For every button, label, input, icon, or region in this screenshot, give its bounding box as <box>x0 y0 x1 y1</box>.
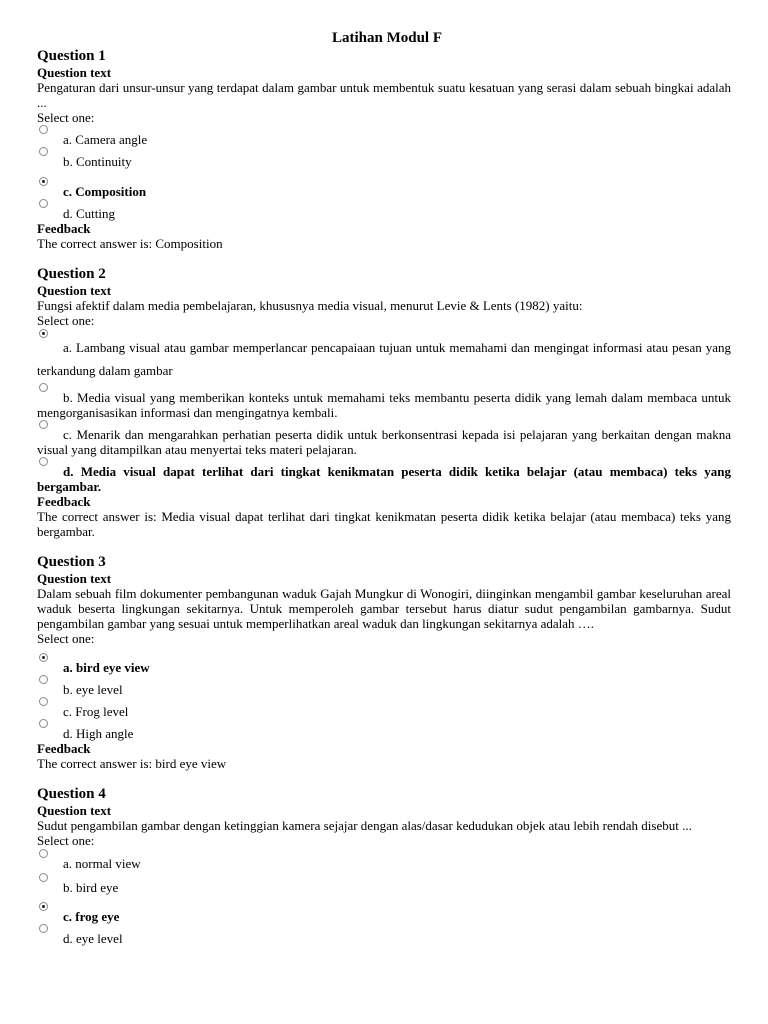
document <box>37 28 731 946</box>
answer-option-b[interactable] <box>37 880 731 895</box>
radio-button-icon[interactable] <box>39 719 48 728</box>
radio-button-icon[interactable] <box>39 125 48 134</box>
question-heading: Question 4 <box>37 786 106 802</box>
question-heading: Question 1 <box>37 48 106 64</box>
radio-button-icon[interactable] <box>39 383 48 392</box>
radio-button-icon[interactable] <box>39 873 48 882</box>
select-one-label: Select one: <box>37 110 95 125</box>
document-title: Latihan Modul F <box>331 30 443 46</box>
option-label: d. Cutting <box>63 206 116 221</box>
radio-button-icon[interactable] <box>39 199 48 208</box>
radio-button-icon[interactable] <box>39 147 48 156</box>
answer-option-d[interactable] <box>37 931 731 946</box>
question-3 <box>37 554 731 771</box>
feedback-label: Feedback <box>37 221 91 236</box>
feedback-label: Feedback <box>37 741 91 756</box>
option-label: a. Lambang visual atau gambar memperlancar pencapaiaan tujuan untuk memahami dan mengingat informasi atau pesan yang terkandung dalam gambar <box>37 340 731 378</box>
question-heading: Question 2 <box>37 266 106 282</box>
answer-options <box>37 132 731 221</box>
option-label: b. Media visual yang memberikan konteks untuk memahami teks membantu peserta didik yang lemah dalam membaca untuk mengorganisasikan informasi dan mengingatnya kembali. <box>37 390 731 420</box>
question-text: Dalam sebuah film dokumenter pembangunan waduk Gajah Mungkur di Wonogiri, diinginkan mengambil gambar keseluruhan areal waduk beserta lingkungan sekitarnya. Untuk memperoleh gambar tersebut harus diatur sudut pengambilan gambarnya. Sudut pengambilan gambar yang sesuai untuk memperlihatkan areal waduk dan lingkungan sekitarnya adalah …. <box>37 586 731 631</box>
answer-option-b[interactable] <box>37 682 731 697</box>
question-2 <box>37 266 731 539</box>
option-label: a. bird eye view <box>63 660 150 675</box>
answer-options <box>37 336 731 494</box>
select-one-label: Select one: <box>37 313 95 328</box>
radio-button-icon[interactable] <box>39 457 48 466</box>
option-label: b. Continuity <box>63 154 132 169</box>
option-label: b. eye level <box>63 682 123 697</box>
radio-button-icon[interactable] <box>39 697 48 706</box>
answer-option-c[interactable] <box>37 909 731 924</box>
answer-option-b[interactable] <box>37 154 731 169</box>
radio-button-icon[interactable] <box>39 420 48 429</box>
option-label: d. eye level <box>63 931 123 946</box>
radio-button-icon[interactable] <box>39 902 48 911</box>
answer-option-b[interactable] <box>37 390 731 420</box>
option-label: c. Frog level <box>63 704 129 719</box>
answer-option-a[interactable] <box>37 336 731 382</box>
feedback-text: The correct answer is: Media visual dapat terlihat dari tingkat kenikmatan peserta didik ketika belajar (atau membaca) teks yang bergambar. <box>37 509 731 539</box>
question-text-label: Question text <box>37 571 112 586</box>
option-label: d. Media visual dapat terlihat dari tingkat kenikmatan peserta didik ketika belajar (atau membaca) teks yang bergambar. <box>37 464 731 494</box>
radio-button-icon[interactable] <box>39 329 48 338</box>
question-1 <box>37 48 731 251</box>
option-label: c. Composition <box>63 184 147 199</box>
option-label: a. Camera angle <box>63 132 148 147</box>
select-one-label: Select one: <box>37 833 95 848</box>
answer-option-a[interactable] <box>37 660 731 675</box>
answer-option-c[interactable] <box>37 427 731 457</box>
question-text: Fungsi afektif dalam media pembelajaran, khususnya media visual, menurut Levie & Lents (1982) yaitu: <box>37 298 583 313</box>
question-text: Pengaturan dari unsur-unsur yang terdapat dalam gambar untuk membentuk suatu kesatuan yang serasi dalam sebuah bingkai adalah ... <box>37 80 731 110</box>
option-label: a. normal view <box>63 856 141 871</box>
feedback-text: The correct answer is: bird eye view <box>37 756 227 771</box>
answer-options <box>37 660 731 741</box>
answer-option-c[interactable] <box>37 704 731 719</box>
answer-option-a[interactable] <box>37 856 731 871</box>
radio-button-icon[interactable] <box>39 849 48 858</box>
radio-button-icon[interactable] <box>39 177 48 186</box>
question-4 <box>37 786 731 946</box>
option-label: d. High angle <box>63 726 134 741</box>
select-one-label: Select one: <box>37 631 95 646</box>
question-text-label: Question text <box>37 283 112 298</box>
option-label: c. Menarik dan mengarahkan perhatian peserta didik untuk berkonsentrasi kepada isi pelajaran yang berkaitan dengan makna visual yang ditampilkan atau menyertai teks materi pelajaran. <box>37 427 731 457</box>
radio-button-icon[interactable] <box>39 675 48 684</box>
feedback-text: The correct answer is: Composition <box>37 236 223 251</box>
option-label: b. bird eye <box>63 880 119 895</box>
answer-option-a[interactable] <box>37 132 731 147</box>
answer-option-d[interactable] <box>37 464 731 494</box>
question-text-label: Question text <box>37 65 112 80</box>
option-label: c. frog eye <box>63 909 120 924</box>
answer-option-d[interactable] <box>37 726 731 741</box>
radio-button-icon[interactable] <box>39 924 48 933</box>
question-heading: Question 3 <box>37 554 106 570</box>
answer-options <box>37 856 731 946</box>
answer-option-c[interactable] <box>37 184 731 199</box>
question-text-label: Question text <box>37 803 112 818</box>
answer-option-d[interactable] <box>37 206 731 221</box>
question-text: Sudut pengambilan gambar dengan ketinggian kamera sejajar dengan alas/dasar kedudukan objek atau lebih rendah disebut ... <box>37 818 692 833</box>
feedback-label: Feedback <box>37 494 91 509</box>
radio-button-icon[interactable] <box>39 653 48 662</box>
